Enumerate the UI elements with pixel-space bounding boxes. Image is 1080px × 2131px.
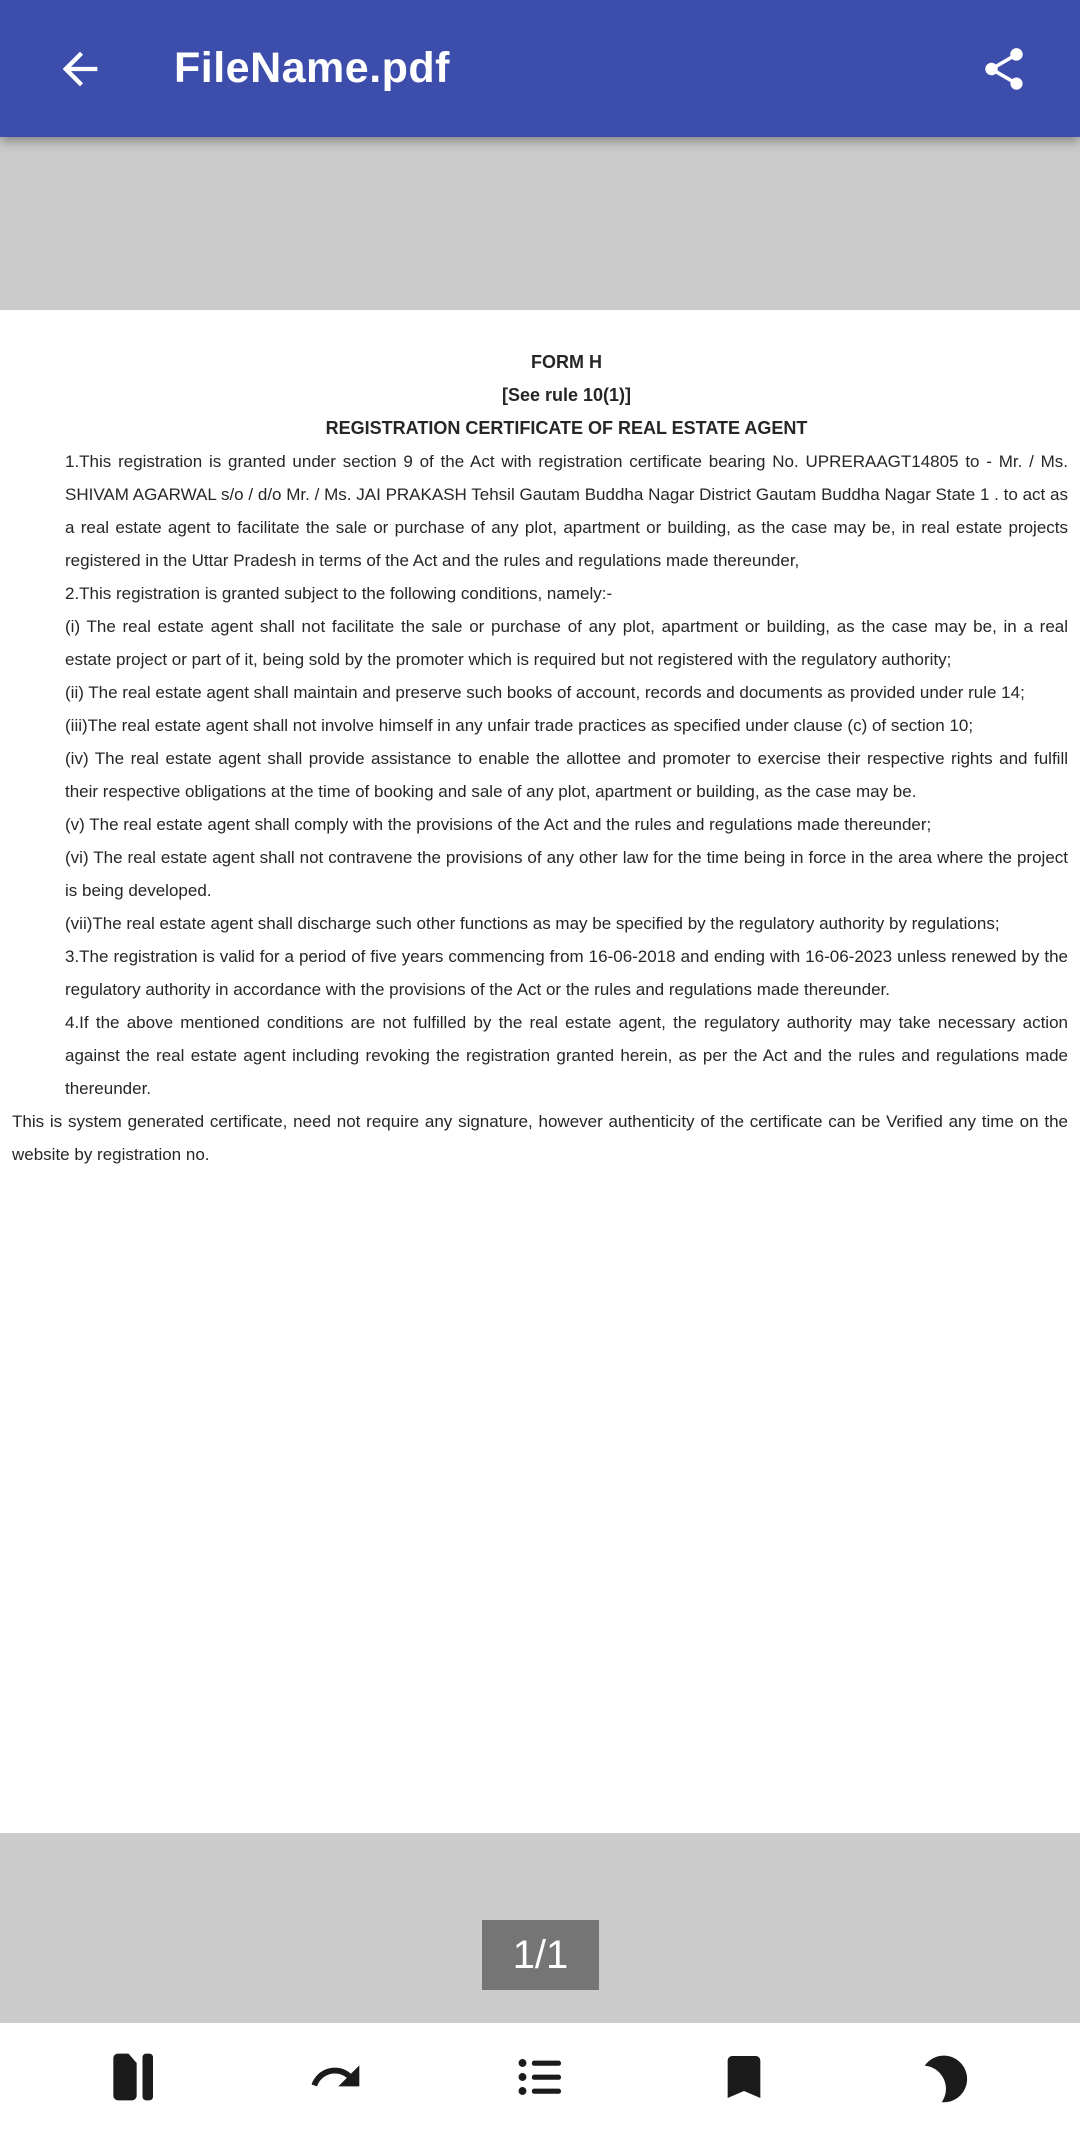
list-icon	[512, 2049, 568, 2105]
share-icon	[979, 44, 1029, 94]
document-paragraph: 3.The registration is valid for a period of five years commencing from 16-06-2018 and ending with 16-06-2023 unless renewed by the regulatory authority in accordance with the provisions of the Act or the rules and regulations made thereunder.	[65, 947, 1068, 999]
document-paragraph: 1.This registration is granted under section 9 of the Act with registration certificate bearing No. UPRERAAGT14805 to - Mr. / Ms. SHIVAM AGARWAL s/o / d/o Mr. / Ms. JAI PRAKASH Tehsil Gautam Buddha Nagar District Gautam Buddha Nagar State 1 . to act as a real estate agent to facilitate the sale or purchase of any plot, apartment or building, as the case may be, in real estate projects registered in the Uttar Pradesh in terms of the Act and the rules and regulations made thereunder,	[65, 452, 1068, 570]
back-button[interactable]	[48, 37, 112, 101]
share-button[interactable]	[972, 37, 1036, 101]
document-paragraph: (i) The real estate agent shall not facilitate the sale or purchase of any plot, apartment or building, as the case may be, in a real estate project or part of it, being sold by the promoter which is required but not registered with the regulatory authority;	[65, 617, 1068, 669]
arrow-left-icon	[54, 43, 106, 95]
page-number-indicator: 1/1	[482, 1920, 599, 1990]
bottom-toolbar	[0, 2023, 1080, 2131]
pdf-page	[0, 310, 1080, 1833]
document-paragraph: This is system generated certificate, need not require any signature, however authenticity of the certificate can be Verified any time on the website by registration no.	[12, 1112, 1068, 1164]
doc-heading-certificate: REGISTRATION CERTIFICATE OF REAL ESTATE AGENT	[325, 418, 808, 438]
bookmark-icon	[716, 2049, 772, 2105]
page-title: FileName.pdf	[174, 44, 450, 92]
document-paragraph: 4.If the above mentioned conditions are not fulfilled by the real estate agent, the regulatory authority may take necessary action against the real estate agent including revoking the registration granted herein, as per the Act and the rules and regulations made thereunder.	[65, 1013, 1068, 1098]
app-bar	[0, 0, 1080, 137]
night-mode-button[interactable]	[903, 2032, 993, 2122]
bookmark-button[interactable]	[699, 2032, 789, 2122]
document-paragraph: (iv) The real estate agent shall provide assistance to enable the allottee and promoter to exercise their respective rights and fulfill their respective obligations at the time of booking and sale of any plot, apartment or building, as the case may be.	[65, 749, 1068, 801]
document-paragraph: (v) The real estate agent shall comply with the provisions of the Act and the rules and regulations made thereunder;	[65, 815, 932, 834]
pages-icon	[104, 2049, 160, 2105]
document-paragraph: (ii) The real estate agent shall maintain and preserve such books of account, records and documents as provided under rule 14;	[65, 683, 1025, 702]
doc-heading-form: FORM H	[531, 352, 602, 372]
document-body	[12, 445, 1068, 1171]
page-mode-button[interactable]	[87, 2032, 177, 2122]
doc-heading-rule: [See rule 10(1)]	[501, 385, 632, 405]
redo-icon	[308, 2049, 364, 2105]
document-paragraph: (vi) The real estate agent shall not contravene the provisions of any other law for the time being in force in the area where the project is being developed.	[65, 848, 1068, 900]
redo-button[interactable]	[291, 2032, 381, 2122]
outline-button[interactable]	[495, 2032, 585, 2122]
document-paragraph: 2.This registration is granted subject to the following conditions, namely:-	[65, 584, 613, 603]
document-paragraph: (vii)The real estate agent shall discharge such other functions as may be specified by the regulatory authority by regulations;	[65, 914, 1000, 933]
pdf-viewer-area[interactable]	[0, 137, 1080, 2131]
document-paragraph: (iii)The real estate agent shall not involve himself in any unfair trade practices as specified under clause (c) of section 10;	[65, 716, 974, 735]
moon-icon	[920, 2049, 976, 2105]
